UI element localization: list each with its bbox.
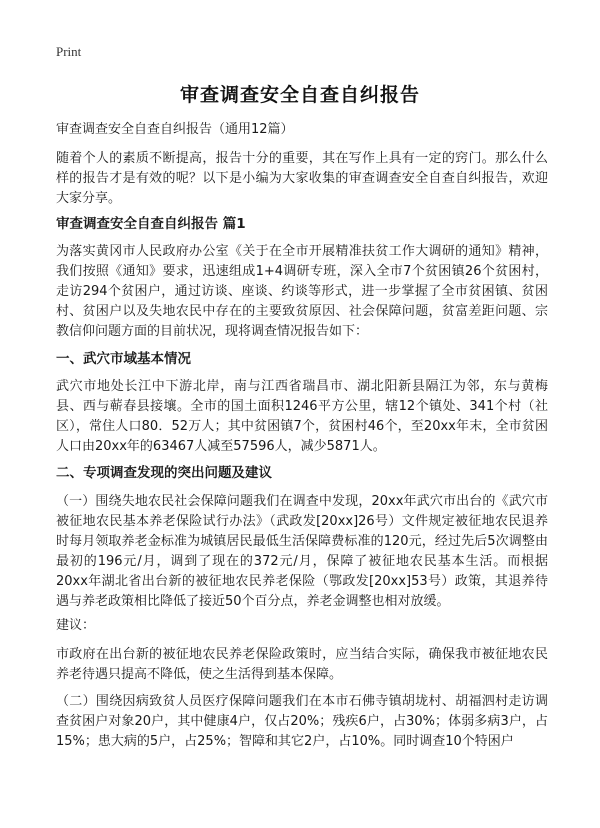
- document-subtitle: [56, 120, 548, 140]
- subtitle-text: 审查调查安全自查自纠报告（通用12篇）: [56, 122, 294, 137]
- paragraph-2: 武穴市地处长江中下游北岸，南与江西省瑞昌市、湖北阳新县隔江为邻，东与黄梅县、西与蕲春县接壤。全市的国土面积1246平方公里，辖12个镇处、341个村（社区），常住人口80．52万人；其中贫困镇7个，贫困村46个，至20xx年末，全市贫困人口由20xx年的63467人减至57596人，减少5871人。: [56, 379, 548, 454]
- document-title: 审查调查安全自查自纠报告: [179, 84, 420, 106]
- heading-1: 一、武穴市域基本情况: [56, 351, 191, 367]
- heading-2: 二、专项调查发现的突出问题及建议: [56, 465, 272, 481]
- paragraph-5: （二）围绕因病致贫人员医疗保障问题我们在本市石佛寺镇胡垅村、胡福泗村走访调查贫困户对象20户，其中健康4户，仅占20%；残疾6户，占30%；体弱多病3户，占15%；患大病的5户，占25%；智障和其它2户，占10%。同时调查10个特困户: [56, 694, 548, 749]
- paragraph-1-block: [56, 242, 548, 342]
- paragraph-3-block: [56, 492, 548, 612]
- suggest-label: 建议：: [56, 618, 96, 633]
- section-heading: 审查调查安全自查自纠报告 篇1: [56, 216, 246, 232]
- intro-paragraph: 随着个人的素质不断提高，报告十分的重要，其在写作上具有一定的窍门。那么什么样的报告才是有效的呢？以下是小编为大家收集的审查调查安全自查自纠报告，欢迎大家分享。: [56, 151, 548, 206]
- paragraph-4-block: [56, 645, 548, 685]
- heading-1-block: [56, 349, 548, 369]
- suggest-label-block: [56, 616, 548, 636]
- paragraph-5-block: [56, 692, 548, 752]
- paragraph-2-block: [56, 377, 548, 457]
- intro-block: [56, 149, 548, 209]
- paragraph-3: （一）围绕失地农民社会保障问题我们在调查中发现，20xx年武穴市出台的《武穴市被征地农民基本养老保险试行办法》（武政发[20xx]26号）文件规定被征地农民退养时每月领取养老金标准为城镇居民最低生活保障费标准的120元，经过先后5次调整由最初的196元/月，调到了现在的372元/月，保障了被征地农民基本生活。而根据20xx年湖北省出台新的被征地农民养老保险（鄂政发[20xx]53号）政策，其退养待遇与养老政策相比降低了接近50个百分点，养老金调整也相对放缓。: [56, 494, 548, 609]
- paragraph-1: 为落实黄冈市人民政府办公室《关于在全市开展精准扶贫工作大调研的通知》精神，我们按照《通知》要求，迅速组成1+4调研专班，深入全市7个贫困镇26个贫困村，走访294个贫困户，通过访谈、座谈、约谈等形式，进一步掌握了全市贫困镇、贫困村、贫困户以及失地农民中存在的主要致贫原因、社会保障问题，贫富差距问题、宗教信仰问题方面的目前状况，现将调查情况报告如下：: [56, 244, 548, 339]
- section-heading-block: [56, 214, 548, 234]
- paragraph-4: 市政府在出台新的被征地农民养老保险政策时，应当结合实际，确保我市被征地农民养老待遇只提高不降低，使之生活得到基本保障。: [56, 647, 548, 682]
- heading-2-block: [56, 463, 548, 483]
- print-label[interactable]: Print: [56, 44, 82, 59]
